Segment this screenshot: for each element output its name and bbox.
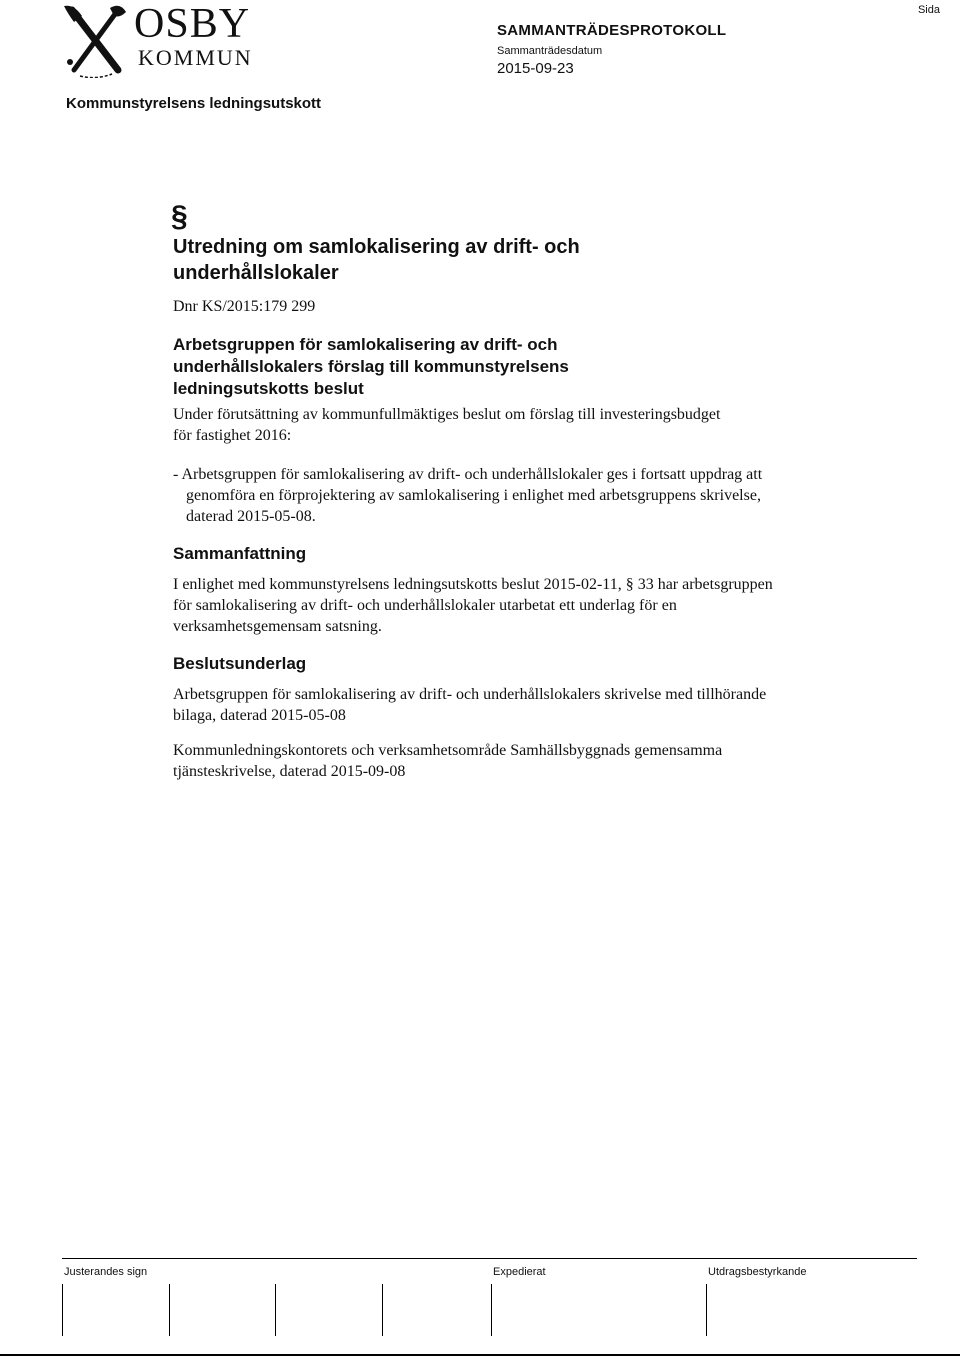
logo-subtitle: KOMMUN: [138, 45, 253, 70]
summary-heading: Sammanfattning: [173, 544, 307, 563]
document-type: SAMMANTRÄDESPROTOKOLL: [497, 22, 727, 39]
sign-box-divider: [491, 1284, 492, 1336]
sign-box-divider: [169, 1284, 170, 1336]
basis-item: Arbetsgruppen för samlokalisering av drift- och underhållslokalers skrivelse med tillhörande bilaga, daterad 2015-05-08: [173, 686, 767, 724]
sign-box-divider: [62, 1284, 63, 1336]
sign-box-divider: [382, 1284, 383, 1336]
summary-text: I enlighet med kommunstyrelsens ledningsutskotts beslut 2015-02-11, § 33 har arbetsgruppen för samlokalisering av drift- och underhållslokaler utarbetat ett underlag för en verksamhetsgemensam satsning.: [173, 576, 773, 635]
proposal-decision: - Arbetsgruppen för samlokalisering av drift- och underhållslokaler ges i fortsatt uppdrag att genomföra en förprojektering av samlokalisering i enlighet med arbetsgruppens skrivelse, daterad 2015-05-08.: [173, 466, 763, 525]
footer-divider: [62, 1258, 917, 1259]
dispatched-label: Expedierat: [493, 1266, 546, 1278]
basis-item: Kommunledningskontorets och verksamhetsområde Samhällsbyggnads gemensamma tjänsteskrivelse, daterad 2015-09-08: [173, 742, 723, 780]
basis-heading: Beslutsunderlag: [173, 654, 307, 673]
page-bottom-rule: [0, 1354, 960, 1356]
proposal-heading: Arbetsgruppen för samlokalisering av drift- och underhållslokalers förslag till kommunstyrelsens ledningsutskotts beslut: [173, 335, 569, 398]
osby-crest-icon: [60, 2, 130, 78]
section-title: Utredning om samlokalisering av drift- och underhållslokaler: [173, 236, 580, 284]
sign-box-divider: [275, 1284, 276, 1336]
sign-label: Justerandes sign: [64, 1266, 148, 1278]
protocol-section: [173, 200, 823, 782]
paragraph-mark: §: [171, 200, 188, 233]
committee-name: Kommunstyrelsens ledningsutskott: [66, 95, 322, 112]
registration-number: Dnr KS/2015:179 299: [173, 298, 316, 315]
proposal-condition: Under förutsättning av kommunfullmäktiges beslut om förslag till investeringsbudget för fastighet 2016:: [173, 406, 721, 444]
page-label: Sida: [917, 4, 940, 16]
signature-footer: [62, 1258, 917, 1348]
municipality-logo: [60, 2, 270, 82]
certified-label: Utdragsbestyrkande: [708, 1266, 807, 1278]
meeting-date: 2015-09-23: [497, 60, 574, 77]
meeting-date-label: Sammanträdesdatum: [497, 45, 603, 57]
logo-name: OSBY: [134, 1, 251, 47]
sign-box-divider: [706, 1284, 707, 1336]
